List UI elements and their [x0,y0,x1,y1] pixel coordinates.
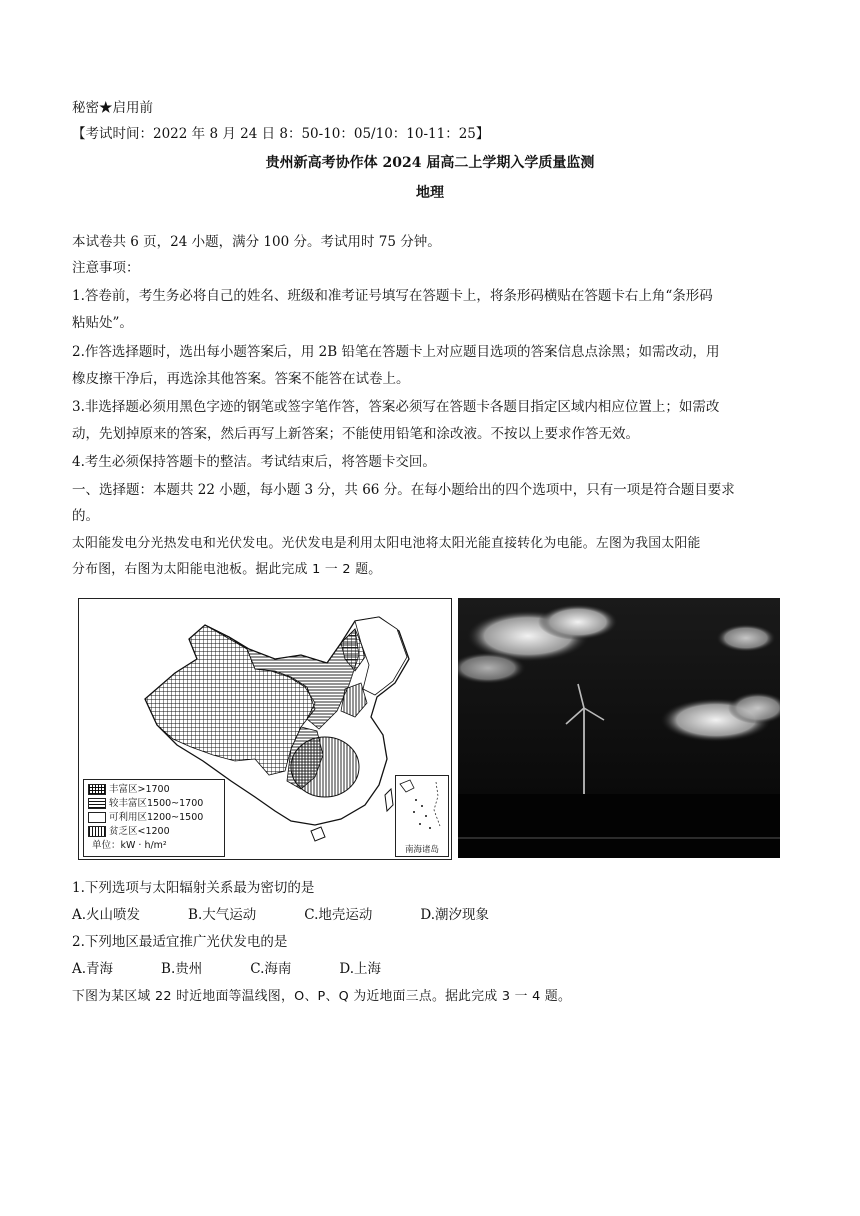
q1-option-d[interactable]: D.潮汐现象 [420,907,490,923]
q2-option-b[interactable]: B.贵州 [161,961,203,977]
exam-title: 贵州新高考协作体 2024 届高二上学期入学质量监测 [265,155,595,171]
exam-time: 【考试时间：2022 年 8 月 24 日 8：50-10：05/10：10-11：25】 [72,126,490,142]
note-line: 橡皮擦干净后，再选涂其他答案。答案不能答在试卷上。 [72,371,410,387]
note-line: 粘贴处”。 [72,315,133,331]
question-1-options [72,905,537,925]
legend-swatch-grid [88,784,106,795]
question-1-stem: 1.下列选项与太阳辐射关系最为密切的是 [72,880,315,896]
section-heading-cont: 的。 [72,508,99,524]
solar-panel-photo [458,598,780,858]
legend-item-rich: 丰富区>1700 [88,783,170,796]
note-line: 2.作答选择题时，选出每小题答案后，用 2B 铅笔在答题卡上对应题目选项的答案信息点涂黑；如需改动，用 [72,344,720,360]
q1-option-b[interactable]: B.大气运动 [188,907,257,923]
question-2-options [72,959,429,979]
q1-option-c[interactable]: C.地壳运动 [304,907,373,923]
solar-distribution-map [78,598,452,860]
legend-swatch-vlines [88,826,106,837]
note-line: 1.答卷前，考生务必将自己的姓名、班级和准考证号填写在答题卡上，将条形码横贴在答题卡右上角“条形码 [72,288,713,304]
figure-pair [78,598,780,860]
material-text: 太阳能发电分光热发电和光伏发电。光伏发电是利用太阳电池将太阳光能直接转化为电能。左图为我国太阳能 [72,536,701,551]
material-text: 分布图，右图为太阳能电池板。据此完成 1 一 2 题。 [72,562,382,577]
map-legend [83,779,225,857]
question-2-stem: 2.下列地区最适宜推广光伏发电的是 [72,934,288,950]
note-line: 4.考生必须保持答题卡的整洁。考试结束后，将答题卡交回。 [72,454,436,470]
q1-option-a[interactable]: A.火山喷发 [72,907,141,923]
south-china-sea-inset [395,775,449,857]
legend-item-usable: 可利用区1200~1500 [88,811,203,824]
secret-label: 秘密★启用前 [72,100,153,116]
legend-swatch-blank [88,812,106,823]
section-heading: 一、选择题：本题共 22 小题，每小题 3 分，共 66 分。在每小题给出的四个选项中，只有一项是符合题目要求 [72,482,735,498]
inset-islands-graphic [396,776,448,842]
material-2-text: 下图为某区域 22 时近地面等温线图，O、P、Q 为近地面三点。据此完成 3 一 4 题。 [72,989,572,1004]
q2-option-c[interactable]: C.海南 [250,961,292,977]
notes-title: 注意事项： [72,260,140,276]
intro-text: 本试卷共 6 页，24 小题，满分 100 分。考试用时 75 分钟。 [72,234,441,250]
note-line: 3.非选择题必须用黑色字迹的钢笔或签字笔作答，答案必须写在答题卡各题目指定区域内相应位置上；如需改 [72,399,720,415]
note-line: 动，先划掉原来的答案，然后再写上新答案；不能使用铅笔和涂改液。不按以上要求作答无效。 [72,426,639,442]
legend-swatch-hlines [88,798,106,809]
q2-option-d[interactable]: D.上海 [339,961,382,977]
subject-title: 地理 [416,185,444,201]
q2-option-a[interactable]: A.青海 [72,961,114,977]
photo-graphic [458,598,780,858]
legend-item-poor: 贫乏区<1200 [88,825,170,838]
legend-item-fairly-rich: 较丰富区1500~1700 [88,797,203,810]
inset-label: 南海诸岛 [404,845,439,855]
legend-unit: 单位：kW · h/m² [92,840,167,851]
